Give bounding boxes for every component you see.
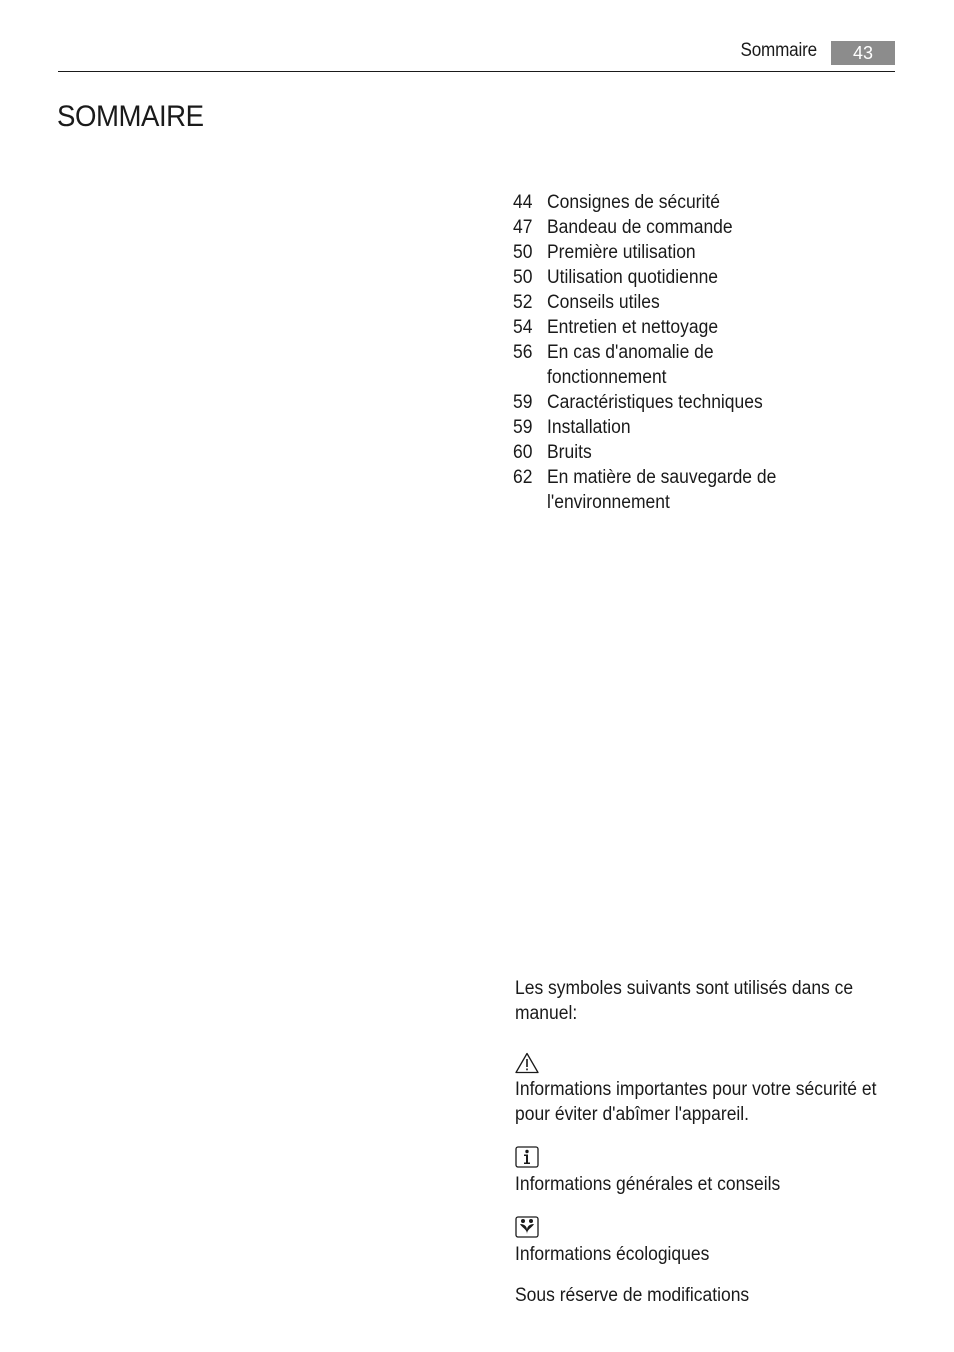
toc-entry [513, 215, 895, 240]
toc-page-number: 59 [513, 417, 533, 438]
toc-label: Bandeau de commande [547, 217, 733, 238]
header-section-title: Sommaire [740, 40, 817, 61]
toc-label: Entretien et nettoyage [547, 317, 719, 338]
toc-page-number: 56 [513, 342, 533, 363]
toc-label: Conseils utiles [547, 292, 660, 313]
toc-label: Caractéristiques techniques [547, 392, 763, 413]
toc-page-number: 62 [513, 467, 533, 488]
toc-page-number: 52 [513, 292, 533, 313]
page-number-badge: 43 [831, 41, 895, 65]
info-icon [515, 1146, 539, 1168]
toc-page-number: 50 [513, 242, 533, 263]
header-divider [58, 71, 895, 72]
reserve-notice: Sous réserve de modifications [515, 1285, 750, 1306]
eco-description: Informations écologiques [515, 1244, 710, 1265]
toc-page-number: 59 [513, 392, 533, 413]
table-of-contents [513, 190, 895, 515]
toc-label: Consignes de sécurité [547, 192, 720, 213]
toc-page-number: 50 [513, 267, 533, 288]
toc-entry [513, 390, 895, 415]
toc-entry [513, 290, 895, 315]
toc-entry [513, 465, 895, 515]
toc-entry [513, 190, 895, 215]
toc-label: Bruits [547, 442, 592, 463]
legend-intro: Les symboles suivants sont utilisés dans ce manuel: [515, 978, 854, 1024]
toc-label: En cas d'anomalie de fonctionnement [547, 342, 714, 388]
page-title: SOMMAIRE [57, 100, 204, 133]
warning-description: Informations importantes pour votre sécurité et pour éviter d'abîmer l'appareil. [515, 1079, 877, 1125]
warning-triangle-icon [515, 1052, 539, 1074]
toc-label: Installation [547, 417, 631, 438]
toc-label: Première utilisation [547, 242, 696, 263]
toc-entry [513, 340, 895, 390]
toc-page-number: 60 [513, 442, 533, 463]
toc-entry [513, 440, 895, 465]
toc-entry [513, 265, 895, 290]
toc-label: En matière de sauvegarde de l'environnement [547, 467, 777, 513]
toc-label: Utilisation quotidienne [547, 267, 719, 288]
info-description: Informations générales et conseils [515, 1174, 781, 1195]
page-header [58, 38, 895, 71]
toc-page-number: 54 [513, 317, 533, 338]
toc-page-number: 44 [513, 192, 533, 213]
eco-leaf-icon [515, 1216, 539, 1238]
toc-entry [513, 240, 895, 265]
toc-page-number: 47 [513, 217, 533, 238]
toc-entry [513, 315, 895, 340]
toc-entry [513, 415, 895, 440]
